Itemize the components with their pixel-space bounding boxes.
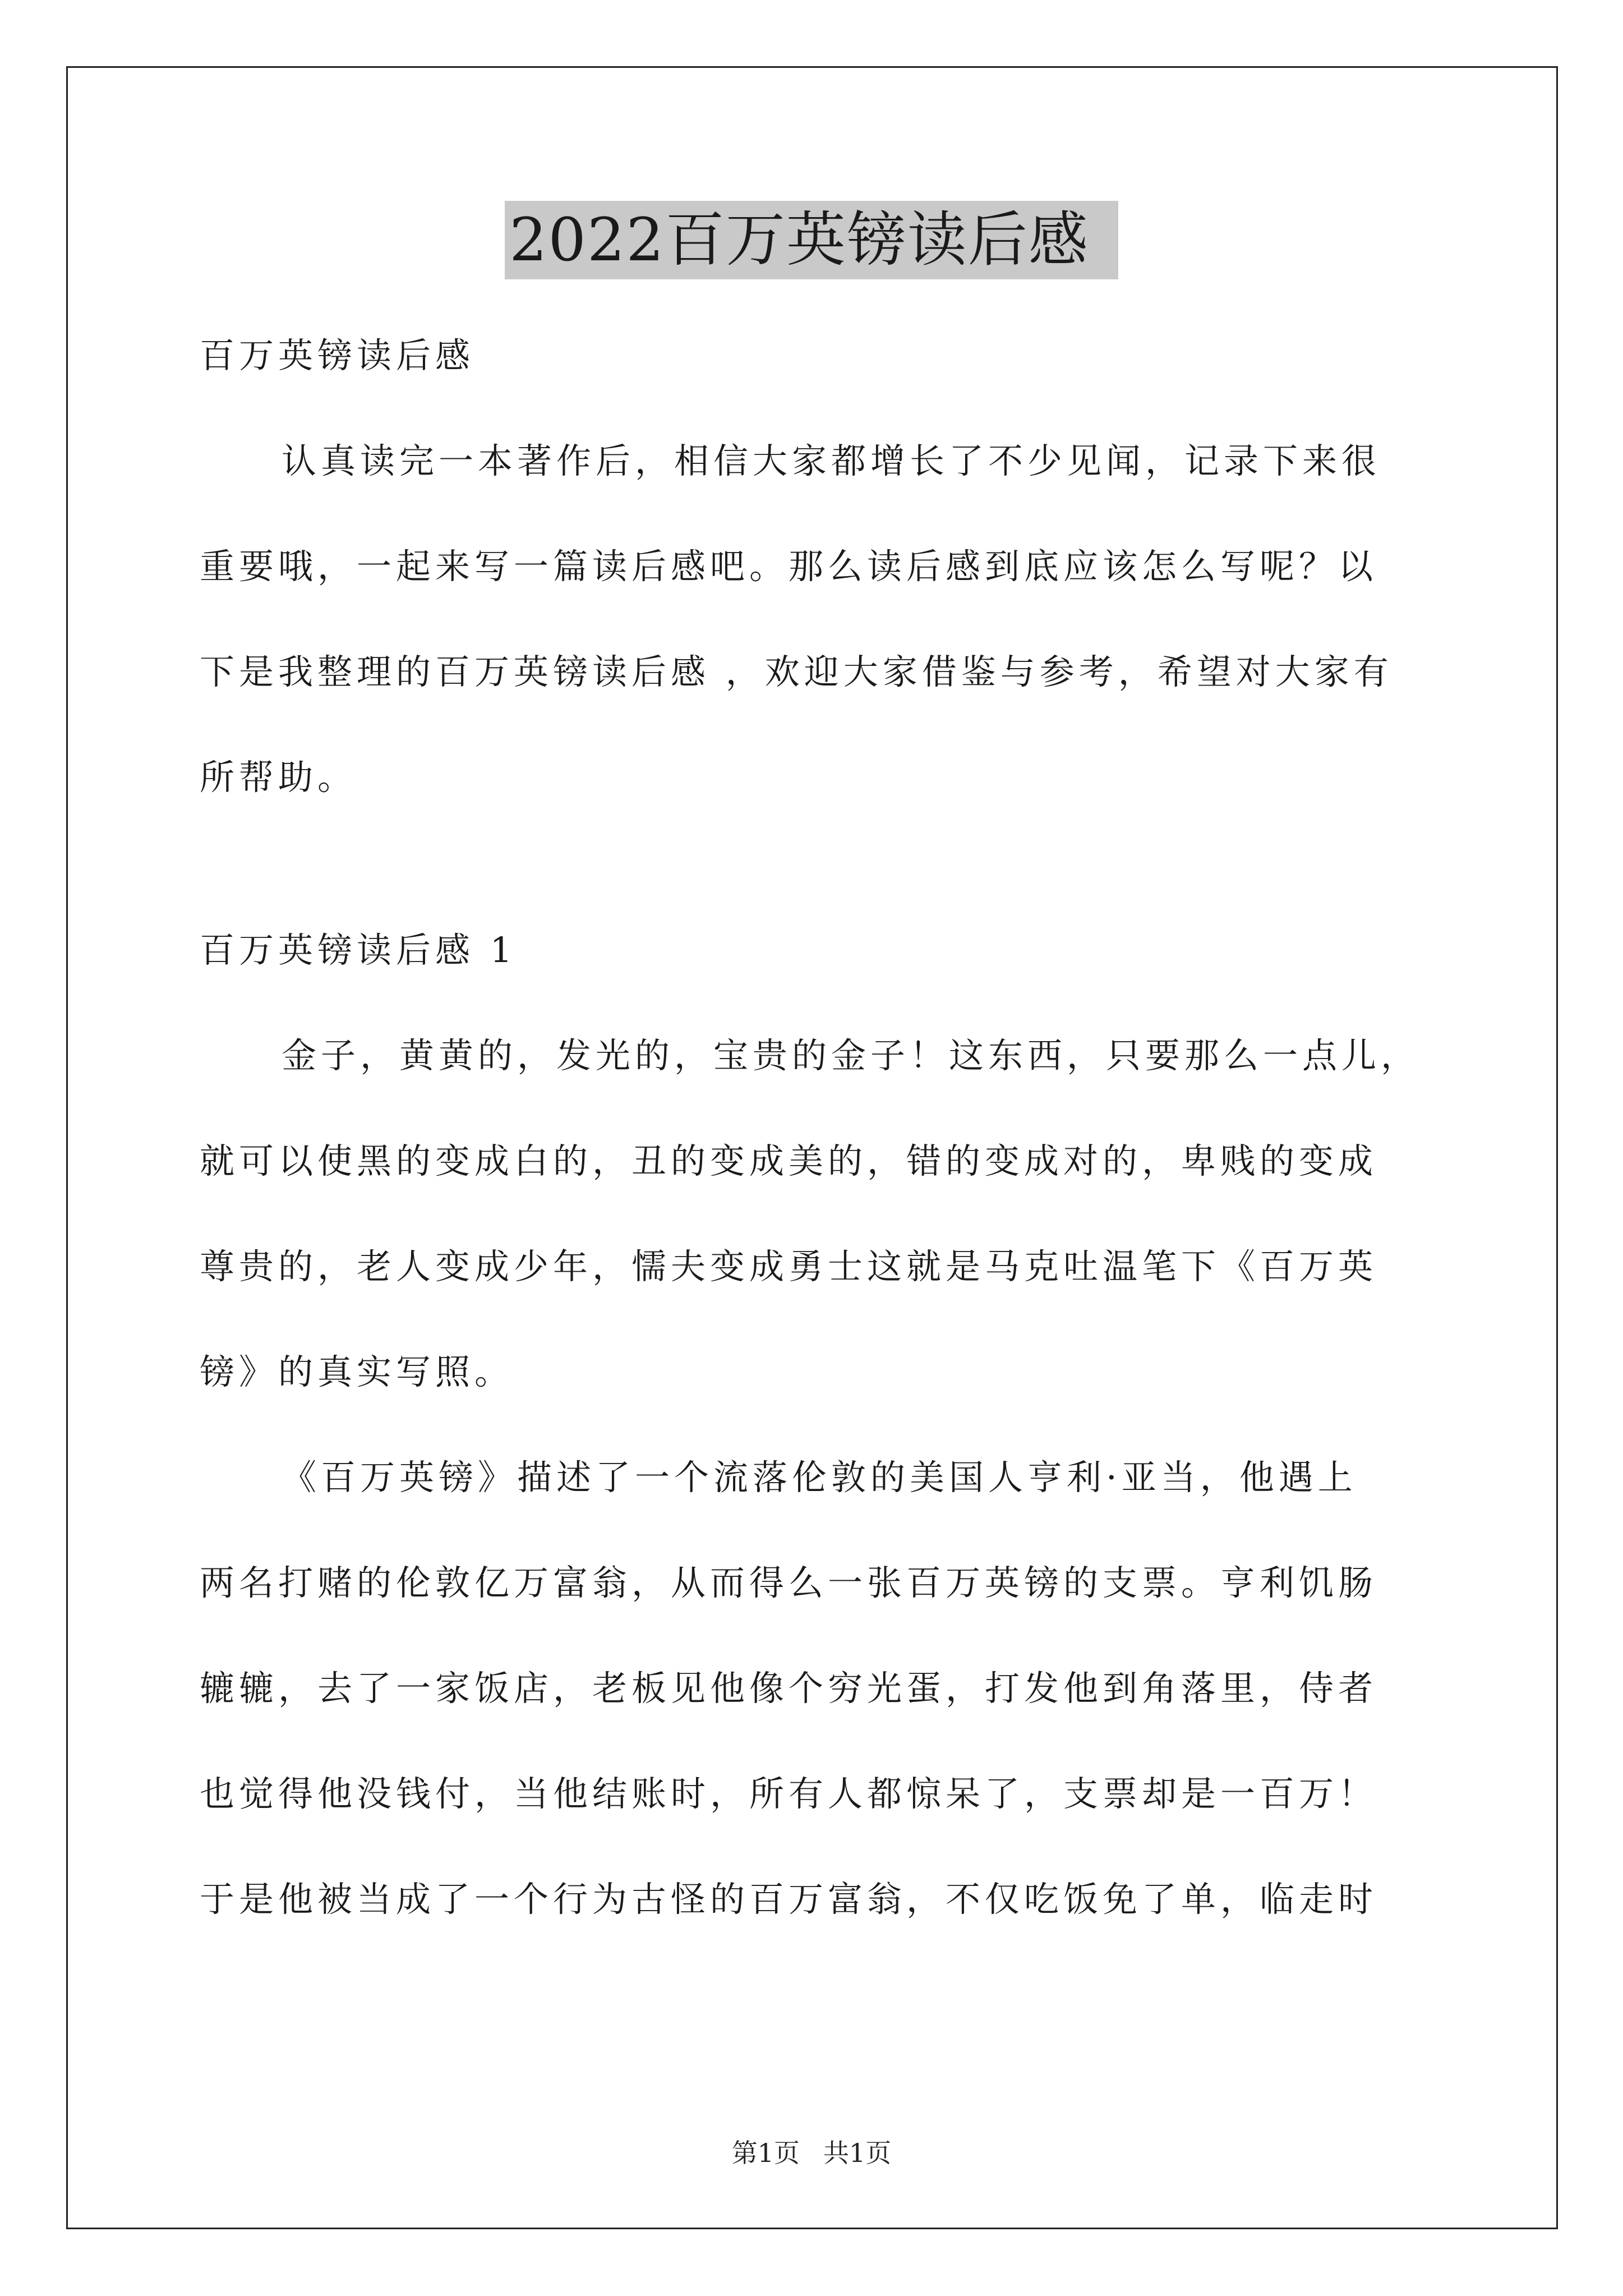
- paragraph-line: 《百万英镑》描述了一个流落伦敦的美国人亨利·亚当，他遇上: [282, 1457, 1357, 1498]
- document-title: 2022百万英镑读后感: [505, 201, 1118, 279]
- section-heading-1: 百万英镑读后感 1: [200, 930, 517, 970]
- intro-line: 重要哦，一起来写一篇读后感吧。那么读后感到底应该怎么写呢？以: [200, 546, 1378, 587]
- page-footer: [0, 2136, 1623, 2170]
- paragraph-line: 也觉得他没钱付，当他结账时，所有人都惊呆了，支票却是一百万！: [200, 1773, 1378, 1814]
- document-body: [200, 303, 1439, 1952]
- paragraph-line: 金子，黄黄的，发光的，宝贵的金子！这东西，只要那么一点儿，: [282, 1035, 1421, 1076]
- paragraph-line: 就可以使黑的变成白的，丑的变成美的，错的变成对的，卑贱的变成: [200, 1140, 1378, 1181]
- paragraph-line: 尊贵的，老人变成少年，懦夫变成勇士这就是马克吐温笔下《百万英: [200, 1246, 1378, 1287]
- paragraph-line: 辘辘，去了一家饭店，老板见他像个穷光蛋，打发他到角落里，侍者: [200, 1668, 1378, 1709]
- intro-line: 下是我整理的百万英镑读后感 ，欢迎大家借鉴与参考，希望对大家有: [200, 651, 1393, 692]
- intro-line: 认真读完一本著作后，相信大家都增长了不少见闻，记录下来很: [282, 440, 1381, 481]
- paragraph-line: 两名打赌的伦敦亿万富翁，从而得么一张百万英镑的支票。亨利饥肠: [200, 1562, 1378, 1603]
- paragraph-line: 镑》的真实写照。: [200, 1351, 514, 1392]
- page-total: 共1页: [823, 2138, 892, 2168]
- section-spacer: [200, 830, 1439, 898]
- intro-line: 所帮助。: [200, 757, 357, 798]
- section-heading: 百万英镑读后感: [200, 335, 475, 376]
- title-container: [0, 201, 1623, 279]
- paragraph-line: 于是他被当成了一个行为古怪的百万富翁，不仅吃饭免了单，临走时: [200, 1879, 1378, 1920]
- page-number: 第1页: [731, 2138, 800, 2168]
